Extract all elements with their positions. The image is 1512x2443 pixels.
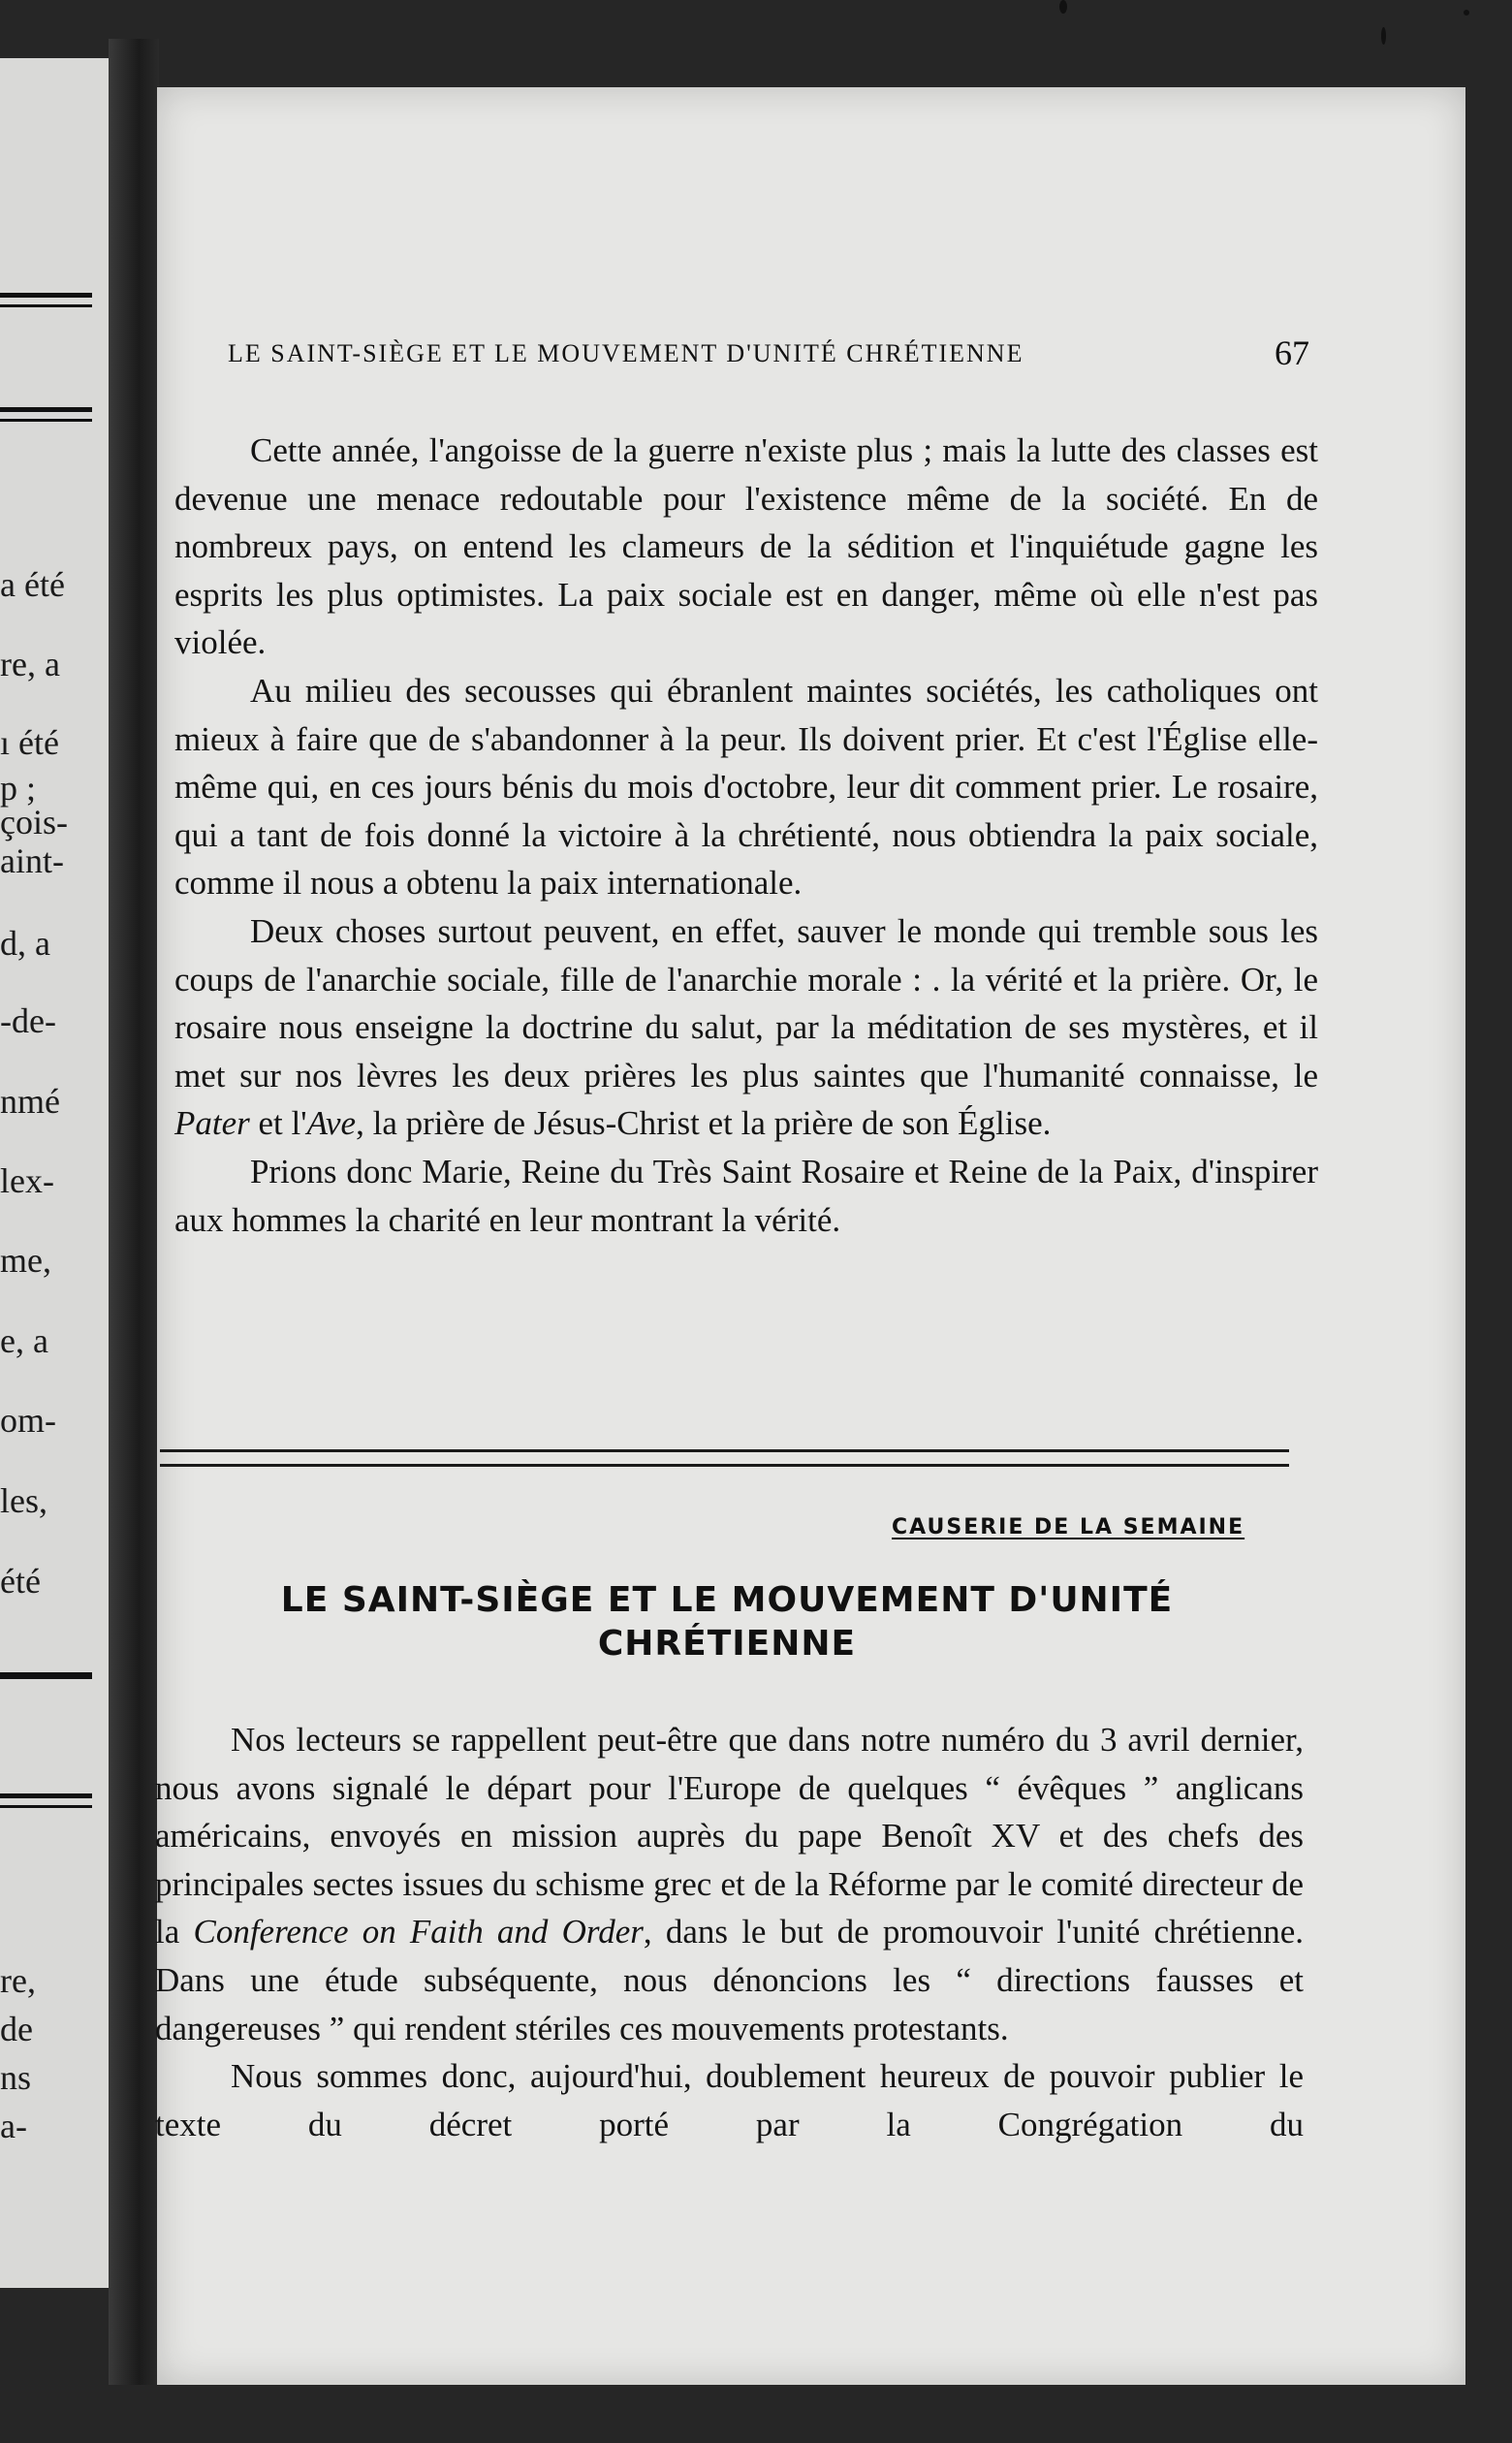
paragraph (174, 907, 1318, 1148)
facing-page-rule (0, 1672, 92, 1679)
facing-page-rule (0, 419, 92, 422)
facing-page-rule (0, 304, 92, 307)
paragraph: Nous sommes donc, aujourd'hui, doublement heureux de pouvoir publier le texte du décret porté par la Congrégation du (155, 2057, 1304, 2143)
section-divider (160, 1449, 1289, 1467)
article-title (194, 1578, 1260, 1666)
section-label: CAUSERIE DE LA SEMAINE (892, 1515, 1245, 1539)
facing-page-rule (0, 1793, 92, 1798)
paragraph-text: , la prière de Jésus-Christ et la prière de son Église. (356, 1104, 1052, 1143)
facing-page-fragment: de (0, 2010, 33, 2048)
facing-page-fragment: p ; (0, 769, 37, 808)
facing-page-rule (0, 407, 92, 412)
scan-speck (1059, 0, 1067, 14)
facing-page-fragment: a- (0, 2107, 27, 2145)
page-number: 67 (1275, 333, 1309, 372)
facing-page-rule (0, 1805, 92, 1808)
scan-speck (1381, 27, 1386, 45)
facing-page-fragment: çois- (0, 803, 68, 841)
facing-page-fragment: om- (0, 1401, 56, 1440)
paragraph-text: Nos lecteurs se rappellent peut-être que dans notre numéro du 3 avril dernier, nous avons signalé le départ pour l'Europe de quelques “ évêques ” anglicans américains, envoyés en mission auprès du pape Benoît XV et des chefs des principales sectes issues du schisme grec et de la Réforme par le comité directeur de la (155, 1721, 1304, 1951)
facing-page-fragment: lex- (0, 1161, 54, 1200)
facing-page-fragment: d, a (0, 924, 50, 963)
paragraph: Prions donc Marie, Reine du Très Saint Rosaire et Reine de la Paix, d'inspirer aux hommes la charité en leur montrant la vérité. (174, 1152, 1318, 1239)
facing-page-fragment: les, (0, 1481, 47, 1520)
italic-pater: Pater (174, 1104, 250, 1143)
facing-page-fragment: e, a (0, 1321, 48, 1360)
running-head: LE SAINT-SIÈGE ET LE MOUVEMENT D'UNITÉ CHRÉTIENNE (228, 339, 1024, 367)
paragraph (155, 1716, 1304, 2052)
facing-page-fragment: me, (0, 1241, 51, 1280)
italic-ave: Ave (306, 1104, 357, 1143)
paragraph-text: et l' (249, 1104, 307, 1143)
facing-page-rule (0, 293, 92, 298)
facing-page (0, 58, 109, 2288)
facing-page-fragment: a été (0, 565, 65, 604)
article-title-line: CHRÉTIENNE (597, 1624, 857, 1664)
article-title-line: LE SAINT-SIÈGE ET LE MOUVEMENT D'UNITÉ (280, 1580, 1174, 1620)
facing-page-fragment: ı été (0, 723, 59, 762)
italic-conference: Conference on Faith and Order (193, 1913, 644, 1951)
facing-page-fragment: ns (0, 2058, 32, 2097)
first-article-body (174, 427, 1318, 1244)
facing-page-fragment: aint- (0, 841, 64, 880)
paragraph: Cette année, l'angoisse de la guerre n'existe plus ; mais la lutte des classes est devenue une menace redoutable pour l'existence même de la société. En de nombreux pays, on entend les clameurs de la sédition et l'inquiétude gagne les esprits les plus optimistes. La paix sociale est en danger, même où elle n'est pas violée. (174, 431, 1318, 662)
facing-page-fragment: re, a (0, 645, 60, 683)
facing-page-fragment: -de- (0, 1001, 56, 1040)
book-gutter (109, 39, 159, 2385)
second-article-body (155, 1716, 1304, 2148)
scan-speck (1464, 10, 1469, 16)
facing-page-fragment: été (0, 1562, 41, 1601)
facing-page-fragment: nmé (0, 1082, 60, 1121)
paragraph-text: Deux choses surtout peuvent, en effet, sauver le monde qui tremble sous les coups de l'anarchie sociale, fille de l'anarchie morale : . la vérité et la prière. Or, le rosaire nous enseigne la doctrine du salut, par la méditation de ses mystères, et il met sur nos lèvres les deux prières les plus saintes que l'humanité connaisse, le (174, 911, 1318, 1095)
paragraph: Au milieu des secousses qui ébranlent maintes sociétés, les catholiques ont mieux à faire que de s'abandonner à la peur. Ils doivent prier. Et c'est l'Église elle-même qui, en ces jours bénis du mois d'octobre, leur dit comment prier. Le rosaire, qui a tant de fois donné la victoire à la chrétienté, nous obtiendra la paix sociale, comme il nous a obtenu la paix internationale. (174, 671, 1318, 903)
facing-page-fragment: re, (0, 1961, 36, 2000)
paragraph-text: , dans le but de promouvoir l'unité chrétienne. Dans une étude subséquente, nous dénoncions les “ directions fausses et dangereuses ” qui rendent stériles ces mouvements protestants. (155, 1913, 1304, 2047)
